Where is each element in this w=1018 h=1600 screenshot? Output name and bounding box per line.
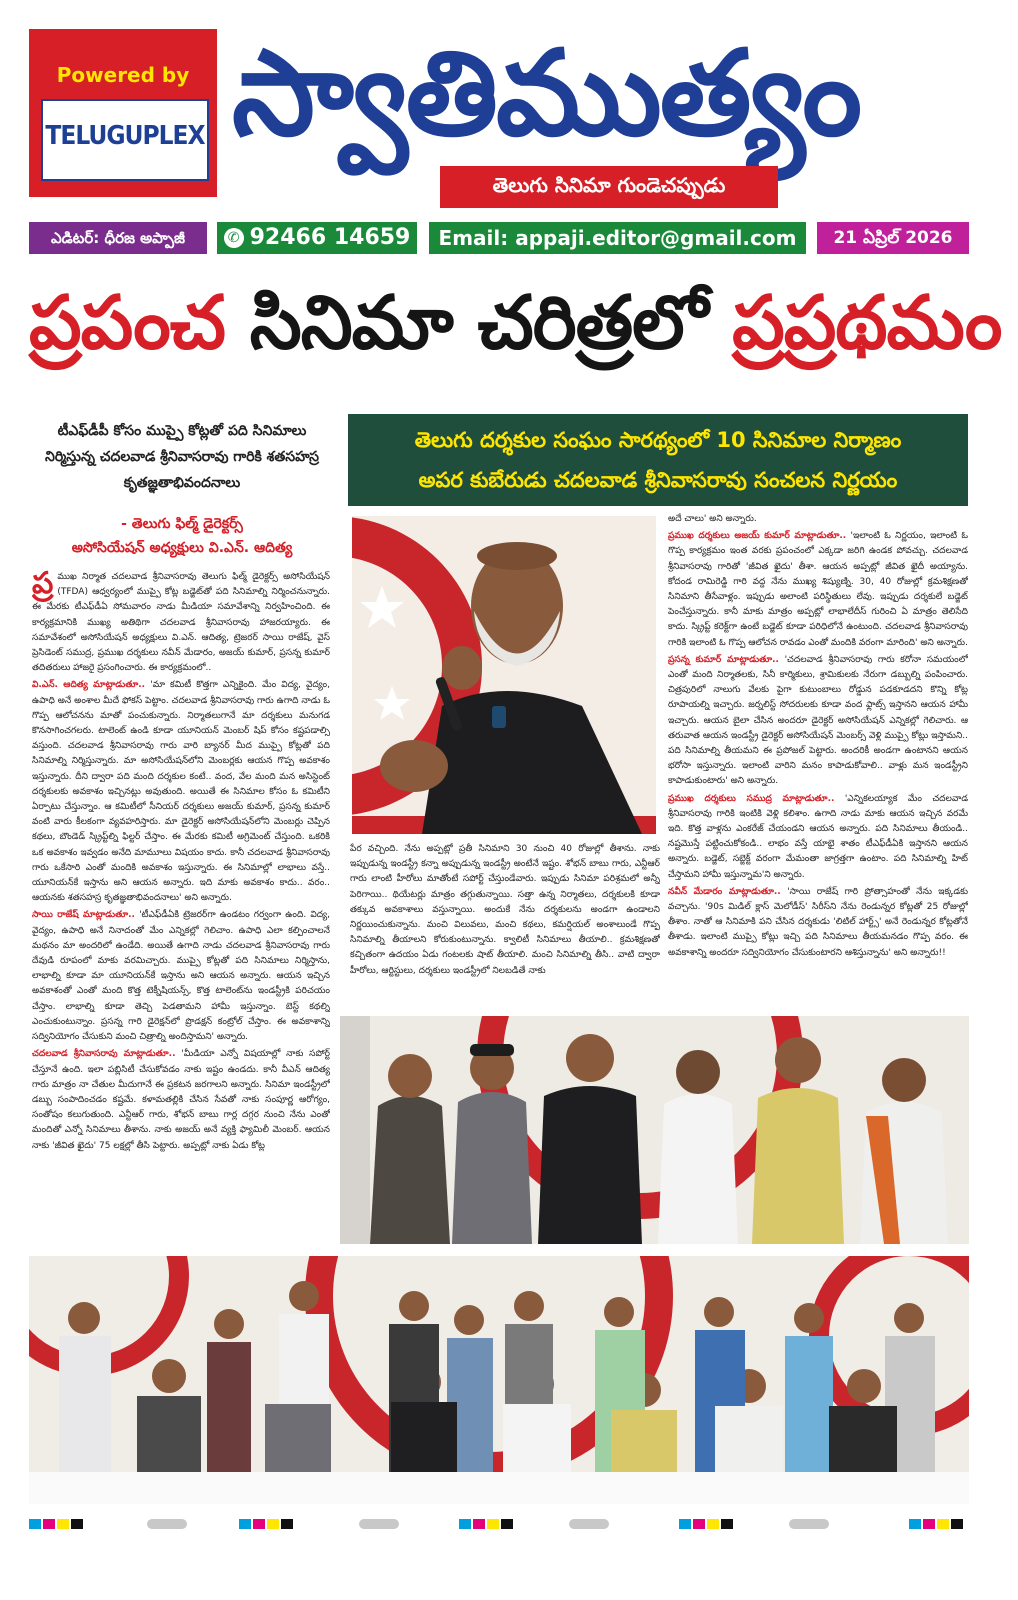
subhead-line-2: అపర కుబేరుడు చదలవాడ శ్రీనివాసరావు సంచలన నిర్ణయం bbox=[418, 468, 898, 492]
tagline-banner bbox=[440, 166, 778, 208]
dropcap: ప్ర bbox=[32, 570, 54, 601]
article-paragraph bbox=[32, 1047, 330, 1153]
paragraph-text: 'టీఎఫ్‌డీఏకి ట్రెజరర్‌గా ఉండటం గర్వంగా ఉంది. విద్య, వైద్యం, ఉపాధి అనే నినాదంతో మేం ఎన్నికల్లో గెలిచాం. ఉపాధి ఎలా కల్పించాలనే మథనం మా అందరిలో ఉండేది. అయితే ఉగాది నాడు చదలవాడ శ్రీనివాసరావు గారు దేవుడి రూపంలో మాకు వరమిచ్చారు. ముప్పై కోట్లతో పది సినిమాలు నిర్మిస్తాను, లాభాల్ని కూడా మా యూనియన్‌కే ఇస్తాను అని ఆయన అన్నారు. ఆయన ఇచ్చిన అవకాశంతో ఎంతో మంది కొత్త టెక్నీషియన్స్, కొత్త టాలెంట్‌ను ఇండస్ట్రీకి పరిచయం చేస్తాం. లాభాల్ని కూడా తెచ్చి పెడతామని హామీ ఇస్తున్నాం. బెస్ట్ కథల్ని ఎంచుకుంటున్నాం. ప్రసన్న గారి డైరెక్షన్‌లో ప్రొడక్షన్ కంట్రోల్ చేస్తాం. ఈ అవకాశాన్ని సద్వినియోగం చేసుకుని మంచి చిత్రాల్ని అందిస్తామని' అన్నారు. bbox=[32, 910, 330, 1043]
article-column-left bbox=[32, 570, 330, 1242]
whatsapp-icon: ✆ bbox=[224, 228, 244, 248]
paragraph-text: 'మీడియా ఎన్నో విషయాల్లో నాకు సపోర్ట్ చేస్తూనే ఉంది. ఇలా పబ్లిసిటీ చేసుకోవడం నాకు ఇష్టం ఉండదు. కానీ వీఎన్ ఆదిత్య గారు మాత్రం నా చేతుల మీదుగానే ఈ ప్రకటన జరగాలని అన్నారు. సినిమా ఇండస్ట్రీలో డబ్బు సంపాదించడం కష్టమే. కళామతల్లికి చేసిన సేవతో నాకు సంపూర్ణ ఆరోగ్యం, సంతోషం కలుగుతుంది. ఎన్టీఆర్ గారు, శోభన్ బాబు గార్ల దగ్గర నుంచి నేను ఎంతో మందితో ఎన్నో సినిమాలు తీశాను. నాకు అజయ్ అనే వ్యక్తి ఫ్యామిలీ మెంబర్. ఆయన నాకు 'జీవిత ఖైదు' 75 లక్షల్లో తీసి పెట్టారు. అప్పట్లో నాకు ఏడు కోట్ల bbox=[32, 1049, 330, 1151]
group-photo-full-team bbox=[29, 1256, 969, 1504]
print-registration-marks bbox=[29, 1516, 969, 1528]
byline bbox=[32, 512, 332, 560]
editor-label: ఎడిటర్: ధీరజ అప్పాజీ bbox=[29, 222, 207, 254]
headline-part-1: ప్రపంచ bbox=[29, 280, 225, 366]
article-column-middle bbox=[350, 842, 660, 1012]
main-photo-speaker bbox=[352, 516, 656, 834]
headline-part-3: ప్రప్రథమం bbox=[732, 280, 1002, 366]
article-paragraph bbox=[668, 792, 968, 883]
paragraph-text: 'ఇలాంటి ఓ నిర్ణయం, ఇలాంటి ఓ గొప్ప కార్యక్రమం ఇంత వరకు ప్రపంచంలో ఎక్కడా జరిగి ఉండక పోవచ్చు. చదలవాడ శ్రీనివాసరావు గారితో 'జీవిత ఖైదు' తీశా. ఆయన అప్పట్లో జీవిత ఖైదీ అయ్యాను. కోదండ రామిరెడ్డి గారి వద్ద నేను ముఖ్య శిష్యుణ్ని. 30, 40 రోజుల్లో క్రమశిక్షణతో సినిమాని తీసేవాళ్లం. ఇప్పుడు అలాంటి పరిస్థితులు లేవు. ఇప్పుడు దర్శకులే బడ్జెట్ పెంచేస్తున్నారు. కానీ మాకు మాత్రం అప్పట్లో లాభాలేదీస్ గురించి ఏ మాత్రం తెలిసేది కాదు. స్క్రిప్ట్ కరెక్ట్‌గా ఉంటే బడ్జెట్ కూడా పరిధిలోనే ఉంటుంది. చదలవాడ శ్రీనివాసరావు గారికి ఇలాంటి ఓ గొప్ప ఆలోచన రావడం ఎంతో మందికి వరంగా మారింది' అని అన్నారు. bbox=[668, 531, 968, 648]
speaker-label: సాయి రాజేష్ మాట్లాడుతూ.. bbox=[32, 910, 135, 921]
article-paragraph bbox=[668, 885, 968, 961]
article-paragraph: అదే చాలు' అని అన్నారు. bbox=[668, 514, 757, 524]
speaker-label: ప్రసన్న కుమార్ మాట్లాడుతూ.. bbox=[668, 654, 779, 665]
article-paragraph bbox=[32, 570, 330, 676]
headline-part-2: సినిమా చరిత్రలో bbox=[249, 280, 708, 366]
group-photo-stage bbox=[340, 1016, 969, 1244]
article-paragraph bbox=[32, 908, 330, 1045]
article-column-right bbox=[668, 512, 968, 1012]
intro-text: టీఎఫ్‌డీపీ కోసం ముప్పై కోట్లతో పది సినిమాలు నిర్మిస్తున్న చదలవాడ శ్రీనివాసరావు గారికి శతసహస్ర కృతజ్ఞతాభివందనాలు bbox=[45, 423, 319, 491]
subhead-line-1: తెలుగు దర్శకుల సంఘం సారథ్యంలో 10 సినిమాల నిర్మాణం bbox=[414, 428, 902, 452]
phone-number-text: 92466 14659 bbox=[249, 225, 411, 250]
speaker-label: ప్రముఖ దర్శకులు సముద్ర మాట్లాడుతూ.. bbox=[668, 793, 835, 804]
paragraph-text: ముఖ నిర్మాత చదలవాడ శ్రీనివాసరావు తెలుగు ఫిల్మ్ డైరెక్టర్స్ అసోసియేషన్ (TFDA) ఆధ్వర్యంలో ముప్పై కోట్ల బడ్జెట్‌తో పది సినిమాల్ని నిర్మించనున్నారు. ఈ మేరకు టీఎఫ్‌డీఏ సోమవారం నాడు మీడియా సమావేశాన్ని నిర్వహించింది. ఈ కార్యక్రమానికి ముఖ్య అతిథిగా చదలవాడ శ్రీనివాసరావు హాజరయ్యారు. ఈ సమావేశంలో అసోసియేషన్ అధ్యక్షులు వి.ఎన్. ఆదిత్య, ట్రెజరర్ సాయి రాజేష్, వైస్ ప్రెసిడెంట్ సముద్ర, ప్రముఖ దర్శకులు నవీన్ మేడారం, అజయ్ కుమార్, ప్రసన్న కుమార్ తదితరులు హాజరై ప్రసంగించారు. ఈ కార్యక్రమంలో.. bbox=[32, 572, 330, 674]
article-paragraph bbox=[668, 529, 968, 651]
byline-line-1: - తెలుగు ఫిల్మ్ డైరెక్టర్స్ bbox=[121, 516, 243, 532]
speaker-label: వి.ఎన్. ఆదిత్య మాట్లాడుతూ.. bbox=[32, 680, 146, 691]
paragraph-text: 'చదలవాడ శ్రీనివాసరావు గారు కరోనా సమయంలో ఎంతో మంది నిర్మాతలకు, సినీ కార్మికులు, శ్రామికులకు నేరుగా డబ్బుల్ని పంపించారు. చిత్రపురిలో నాలుగు వేలకు పైగా కుటుంబాలు రోడ్డున పడకూడదని కొన్ని కోట్ల రూపాయల్ని ఇచ్చారు. జర్నలిస్ట్ సోదరులకు కూడా వంద ఫ్లాట్స్ ఇస్తానని ఆయన హామీ ఇచ్చారు. ఆయన బైలా చేసిన అందరూ డైరెక్టర్ అసోసియేషన్ ఎన్నికల్లో గెలిచారు. ఆ తరువాత ఆయన ఇండస్ట్రీ డైరెక్టర్ అసోసియేషన్ మెంబర్స్ వెళ్లి ముప్పై కోట్లు ఇస్తామని.. పది సినిమాల్ని తీయమని ఈ ప్రపోజల్ పెట్టారు. అందరికీ అండగా ఉంటానని ఆయన భరోసా ఇస్తున్నారు. ఇలాంటి వారిని మనం కాపాడుకోవాలి.. వాళ్లు మన ఇండస్ట్రీని కాపాడుకుంటారు' అని అన్నారు. bbox=[668, 654, 968, 787]
issue-date: 21 ఏప్రిల్ 2026 bbox=[817, 222, 969, 254]
newspaper-title: స్వాతిముత్యం bbox=[232, 24, 861, 162]
byline-line-2: అసోసియేషన్ అధ్యక్షులు వి.ఎన్. ఆదిత్య bbox=[71, 540, 293, 556]
teluguplex-logo bbox=[41, 99, 209, 181]
powered-by-badge bbox=[29, 29, 217, 197]
speaker-label: నవీన్ మేడారం మాట్లాడుతూ.. bbox=[668, 886, 781, 897]
paragraph-text: 'ఎన్నికలయ్యాక మేం చదలవాడ శ్రీనివాసరావు గారికి ఇంటికి వెళ్లి కలిశాం. ఉగాది నాడు మాకు ఆయన ఇచ్చిన వరమే ఇది. కొత్త వాళ్లను ఎంకరేజ్ చేయండని ఆయన అన్నారు. పది సినిమాలు తీయండి.. నష్టమొస్తే పట్టించుకోకండి.. లాభం వస్తే యాభై శాతం టీఎఫ్‌డీఏకి ఇస్తానని ఆయన అన్నారు. బడ్జెట్, సబ్జెక్ట్ వరంగా మేమంతా జాగ్రత్తగా ఉంటాం. పది సినిమాల్ని హిట్ చేస్తామని హామీ ఇస్తున్నామ'ని అన్నారు. bbox=[668, 793, 968, 880]
speaker-label: ప్రముఖ దర్శకులు అజయ్ కుమార్ మాట్లాడుతూ.. bbox=[668, 531, 847, 542]
article-paragraph: పేర వచ్చింది. నేను అప్పట్లో ప్రతీ సినిమాని 30 నుంచి 40 రోజుల్లో తీశాను. నాకు ఇప్పుడున్న ఇండస్ట్రీ కన్నా అప్పుడున్న ఇండస్ట్రీ అంటేనే ఇష్టం. శోభన్ బాబు గారు, ఎన్టీఆర్ గారు లాంటి హీరోలు మాతోంటే సపోర్ట్ చేస్తుండేవారు. ఇప్పుడు సినిమా పరిశ్రమలో అన్నీ పెరిగాయి.. థియేటర్లు మాత్రం తగ్గుతున్నాయి. సత్తా ఉన్న నిర్మాతలు, దర్శకులకి కూడా తక్కువ అవకాశాలు వస్తున్నాయి. అందుకే నేను దర్శకులను అండగా ఉండాలని నిర్ణయించుకున్నాను. మంచి విలువలు, మంచి కథలు, కమర్షియల్ అంశాలుండే గొప్ప సినిమాల్ని తీయాలని కోరుకుంటున్నాను. క్వాలిటీ సినిమాలు తీయాలి.. క్రమశిక్షణతో కచ్చితంగా ఉదయం ఏడు గంటలకు షాట్ తీయాలి. మంచి సినిమాల్ని తీసి.. వాటి ద్వారా హీరోలు, ఆర్టిస్టులు, దర్శకులు ఇండస్ట్రీలో నిలబడితే నాకు bbox=[350, 844, 660, 976]
teluguplex-logo-text: TELUGUPLEX bbox=[45, 121, 205, 151]
paragraph-text: 'మా కమిటీ కొత్తగా ఎన్నికైంది. మేం విద్య, వైద్యం, ఉపాధి అనే అంశాల మీదే ఫోకస్ పెట్టాం. చదలవాడ శ్రీనివాసరావు గారు ఉగాది నాడు ఓ గొప్ప ఆలోచనను మాతో పంచుకున్నారు. నిర్మాతలుగానే మా దర్శకులు మనుగడ కొనసాగించగలరు. టాలెంట్ ఉండి కూడా యూనియన్ మెంబర్ షిప్ కోసం కష్టపడాల్సి వస్తుంది. చదలవాడ శ్రీనివాసరావు గారు వారి బ్యానర్ మీద ముప్పై కోట్లతో పది సినిమాల్ని నిర్మిస్తున్నారు. మా అసోసియేషన్‌లోని మెంబర్లకు ఆయన గొప్ప అవకాశం ఇస్తున్నారు. దీని ద్వారా పది మంది దర్శకుల కంటే.. వంద, వేల మంది మన అసిస్టెంట్ దర్శకులకు అవకాశం ఇచ్చినట్లు అవుతుంది. అయితే ఈ సినిమాల కోసం ఓ కమిటీని ఏర్పాటు చేస్తున్నాం. ఆ కమిటీలో సీనియర్ దర్శకులు అజయ్ కుమార్, ప్రసన్న కుమార్ వంటి వారు కీలకంగా వ్యవహరిస్తారు. మా డైరెక్టర్ అసోసియేషన్‌లోని మెంబర్లు చెప్పిన కథలు, బౌండెడ్ స్క్రిప్ట్‌ల్ని ఫిల్టర్ చేస్తాం. ఈ మేరకు కమిటీ అగ్రిమెంట్ చేస్తుంది. ఒకరికి ఒక అవకాశం ఇవ్వడం అనేది మామూలు విషయం కాదు. కానీ చదలవాడ శ్రీనివాసరావు గారు ఒకేసారి ఎంతో మందికి అవకాశం ఇస్తున్నారు. ఈ సినిమాల్లో లాభాలు వస్తే.. యూనియన్‌కే ఇస్తాను అని ఆయన అన్నారు. ఇది మాకు అవకాశం కాదు.. వరం.. ఆయనకు శతసహస్ర కృతజ్ఞతాభివందనాలు' అని అన్నారు. bbox=[32, 680, 330, 904]
powered-by-label: Powered by bbox=[56, 63, 190, 87]
phone-number bbox=[217, 222, 417, 254]
paragraph-text: 'సాయి రాజేష్ గారి ప్రోత్సాహంతో నేను ఇక్కడకు వచ్చాను. '90s మిడిల్ క్లాస్ మెలోడీస్' సిరీస్‌ని నేను రెండున్నర కోట్లతో 25 రోజుల్లో తీశాం. నాతో ఆ సినిమాకి పని చేసిన దర్శకుడు 'లిటిల్ హార్ట్స్' అనే రెండున్నర కోట్లతోనే తీశాడు. ఇలాంటి ముప్పై కోట్లు ఇచ్చి పది సినిమాలు తీయమనడం గొప్ప వరం. ఈ అవకాశాన్ని అందరూ సద్వినియోగం చేసుకుంటారని ఆశిస్తున్నాను' అని అన్నారు!! bbox=[668, 886, 968, 958]
subhead-box bbox=[348, 414, 968, 506]
article-paragraph bbox=[32, 678, 330, 906]
email-address: Email: appaji.editor@gmail.com bbox=[429, 222, 806, 254]
speaker-label: చదలవాడ శ్రీనివాసరావు మాట్లాడుతూ.. bbox=[32, 1049, 176, 1060]
article-paragraph bbox=[668, 653, 968, 790]
main-headline bbox=[29, 268, 1002, 378]
tagline-text: తెలుగు సినిమా గుండెచప్పుడు bbox=[492, 173, 726, 197]
